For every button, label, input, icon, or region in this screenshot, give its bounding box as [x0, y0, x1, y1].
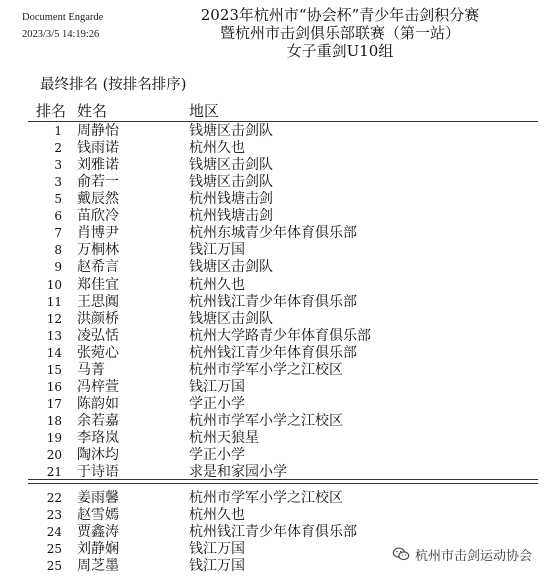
rank-cell: 1 — [54, 124, 62, 138]
region-cell: 钱江万国 — [189, 378, 245, 395]
name-cell: 洪颜桥 — [77, 310, 119, 327]
title-line-1: 2023年杭州市“协会杯”青少年击剑积分赛 — [200, 6, 480, 24]
name-cell: 肖博尹 — [77, 225, 119, 242]
region-cell: 钱塘区击剑队 — [189, 259, 273, 276]
region-cell: 钱江万国 — [189, 558, 245, 575]
table-row — [0, 311, 554, 328]
title-line-3: 女子重剑U10组 — [286, 42, 394, 60]
rank-cell: 11 — [46, 294, 62, 309]
region-cell: 求是和家园小学 — [189, 464, 287, 480]
column-header-name: 姓名 — [77, 102, 108, 120]
region-cell: 杭州市学军小学之江校区 — [189, 412, 343, 429]
rank-cell: 24 — [46, 525, 62, 540]
name-cell: 钱雨诺 — [77, 140, 119, 157]
software-name: Document Engarde — [22, 12, 104, 23]
table-header — [0, 100, 554, 120]
rank-cell: 2 — [54, 141, 62, 156]
region-cell: 杭州久也 — [189, 276, 245, 293]
region-cell: 杭州钱江青少年体育俱乐部 — [189, 344, 357, 361]
rank-cell: 3 — [54, 158, 62, 173]
name-cell: 陈韵如 — [77, 395, 119, 412]
name-cell: 戴辰然 — [77, 191, 119, 208]
name-cell: 刘静娴 — [77, 541, 119, 558]
rank-cell: 6 — [54, 209, 62, 224]
region-cell: 钱塘区击剑队 — [189, 123, 273, 139]
table-row — [0, 379, 554, 396]
column-header-rank: 排名 — [36, 102, 67, 120]
region-cell: 杭州大学路青少年体育俱乐部 — [189, 327, 371, 344]
rank-cell: 25 — [46, 542, 62, 557]
region-cell: 杭州钱江青少年体育俱乐部 — [189, 293, 357, 310]
region-cell: 钱江万国 — [189, 541, 245, 558]
rank-cell: 16 — [46, 379, 62, 394]
name-cell: 陶沐均 — [77, 446, 119, 463]
rank-cell: 21 — [46, 465, 62, 479]
name-cell: 余若嘉 — [77, 412, 119, 429]
table-row — [0, 208, 554, 225]
rank-cell: 7 — [54, 226, 62, 241]
name-cell: 贾鑫涛 — [77, 524, 119, 541]
name-cell: 李珞岚 — [77, 429, 119, 446]
rank-cell: 25 — [46, 559, 62, 574]
rank-cell: 23 — [46, 508, 62, 523]
table-row — [0, 140, 554, 157]
rank-cell: 14 — [46, 345, 62, 360]
table-row — [0, 242, 554, 259]
region-cell: 钱塘区击剑队 — [189, 157, 273, 174]
name-cell: 刘雅诺 — [77, 157, 119, 174]
name-cell: 于诗语 — [77, 464, 119, 480]
region-cell: 学正小学 — [189, 395, 245, 412]
table-row — [0, 490, 554, 507]
name-cell: 王思阗 — [77, 293, 119, 310]
column-header-region: 地区 — [189, 102, 220, 120]
header-rule — [28, 121, 538, 122]
document-meta — [22, 9, 103, 43]
table-row — [0, 447, 554, 464]
rank-cell: 20 — [46, 447, 62, 462]
region-cell: 杭州钱塘击剑 — [189, 191, 273, 208]
name-cell: 周芝墨 — [77, 558, 119, 575]
print-datetime: 2023/3/5 14:19:26 — [22, 29, 100, 40]
rank-cell: 8 — [54, 243, 62, 258]
region-cell: 杭州钱塘击剑 — [189, 208, 273, 225]
title-block — [190, 6, 490, 60]
name-cell: 苗欣冷 — [77, 208, 119, 225]
table-row — [0, 259, 554, 276]
title-line-2: 暨杭州市击剑俱乐部联赛（第一站） — [219, 24, 460, 42]
table-row — [0, 294, 554, 311]
table-row — [0, 123, 554, 140]
rank-cell: 3 — [54, 175, 62, 190]
table-row — [0, 396, 554, 413]
region-cell: 钱塘区击剑队 — [189, 310, 273, 327]
name-cell: 马菁 — [77, 361, 105, 378]
region-cell: 杭州市学军小学之江校区 — [189, 361, 343, 378]
table-row — [0, 507, 554, 524]
name-cell: 冯梓萱 — [77, 378, 119, 395]
section-title: 最终排名 (按排名排序) — [40, 77, 187, 93]
region-cell: 杭州东城青少年体育俱乐部 — [189, 225, 357, 242]
region-cell: 钱江万国 — [189, 242, 245, 259]
rank-cell: 15 — [46, 362, 62, 377]
region-cell: 杭州久也 — [189, 507, 245, 524]
rank-cell: 5 — [54, 192, 62, 207]
rank-cell: 22 — [46, 491, 62, 506]
rank-cell: 13 — [46, 328, 62, 343]
rank-cell: 10 — [46, 277, 62, 292]
rank-cell: 19 — [46, 430, 62, 445]
name-cell: 姜雨馨 — [77, 490, 119, 507]
name-cell: 俞若一 — [77, 174, 119, 191]
table-row — [0, 430, 554, 447]
name-cell: 赵希言 — [77, 259, 119, 276]
rank-cell: 18 — [46, 413, 62, 428]
table-row — [0, 524, 554, 541]
region-cell: 杭州久也 — [189, 140, 245, 157]
region-cell: 学正小学 — [189, 446, 245, 463]
name-cell: 郑佳宜 — [77, 276, 119, 293]
region-cell: 杭州钱江青少年体育俱乐部 — [189, 524, 357, 541]
watermark — [392, 543, 532, 565]
table-row — [0, 328, 554, 345]
wechat-icon — [392, 547, 410, 561]
watermark-text: 杭州市击剑运动协会 — [415, 548, 533, 564]
table-row — [0, 362, 554, 379]
rank-cell: 12 — [46, 311, 62, 326]
region-cell: 杭州天狼星 — [189, 429, 259, 446]
name-cell: 赵雪嫣 — [77, 507, 119, 524]
region-cell: 杭州市学军小学之江校区 — [189, 490, 343, 507]
table-row — [0, 191, 554, 208]
name-cell: 凌弘恬 — [77, 327, 119, 344]
name-cell: 张菀心 — [77, 344, 119, 361]
table-row — [0, 413, 554, 430]
table-row — [0, 174, 554, 191]
rank-cell: 9 — [54, 260, 62, 275]
name-cell: 万桐林 — [77, 242, 119, 259]
table-row — [0, 225, 554, 242]
separator-rule-top — [28, 479, 538, 480]
name-cell: 周静怡 — [77, 123, 119, 139]
table-row — [0, 345, 554, 362]
separator-rule-bottom — [28, 483, 538, 484]
table-row — [0, 277, 554, 294]
table-row — [0, 157, 554, 174]
region-cell: 钱塘区击剑队 — [189, 174, 273, 191]
rank-cell: 17 — [46, 396, 62, 411]
